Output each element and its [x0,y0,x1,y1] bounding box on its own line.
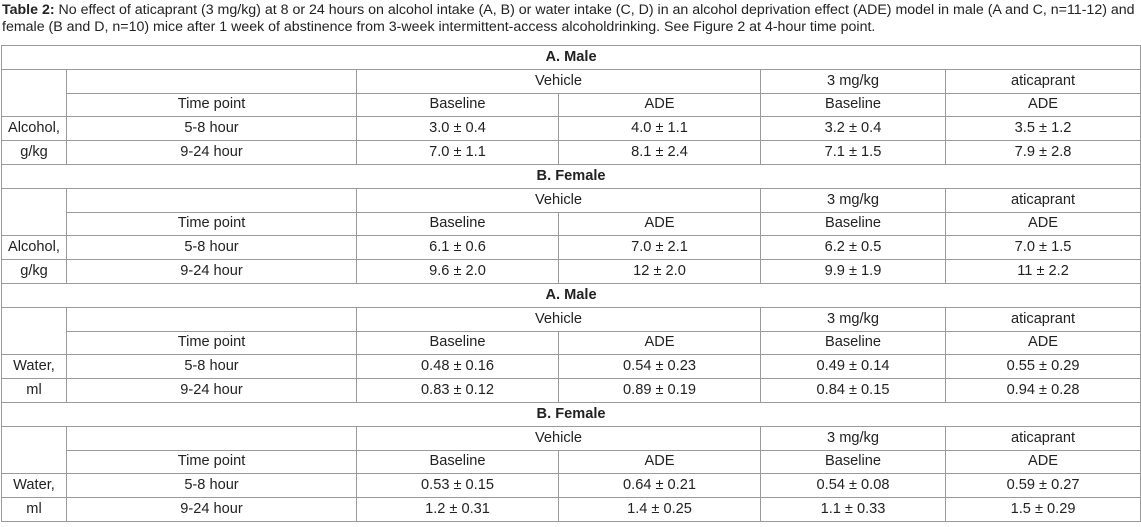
value-cell: 0.89 ± 0.19 [559,379,761,403]
measure-label: Alcohol, [2,117,67,141]
group-drug: aticaprant [946,188,1141,212]
value-cell: 1.4 ± 0.25 [559,498,761,522]
measure-label: Alcohol, [2,236,67,260]
header-row [2,212,1141,236]
caption-label: Table 2: [2,2,55,18]
value-cell: 0.48 ± 0.16 [357,355,559,379]
empty-cell [67,426,357,450]
table-row [2,236,1141,260]
table-row [2,141,1141,165]
measure-unit: ml [2,498,67,522]
section-title-row [2,402,1141,426]
value-cell: 1.5 ± 0.29 [946,498,1141,522]
header-baseline: Baseline [357,212,559,236]
time-point-cell: 9-24 hour [67,260,357,284]
empty-cell [67,69,357,93]
empty-cell [2,69,67,93]
time-point-cell: 5-8 hour [67,474,357,498]
header-row [2,93,1141,117]
value-cell: 0.54 ± 0.23 [559,355,761,379]
group-dose: 3 mg/kg [761,307,946,331]
header-baseline: Baseline [357,93,559,117]
value-cell: 7.0 ± 1.1 [357,141,559,165]
header-ade: ADE [946,450,1141,474]
empty-cell [2,307,67,331]
value-cell: 0.53 ± 0.15 [357,474,559,498]
header-time-point: Time point [67,450,357,474]
header-time-point: Time point [67,93,357,117]
group-drug: aticaprant [946,426,1141,450]
value-cell: 12 ± 2.0 [559,260,761,284]
group-row [2,188,1141,212]
table-row [2,498,1141,522]
empty-cell [2,331,67,355]
section-title-row [2,164,1141,188]
header-ade: ADE [559,93,761,117]
header-time-point: Time point [67,331,357,355]
group-row [2,69,1141,93]
measure-unit: g/kg [2,260,67,284]
group-drug: aticaprant [946,307,1141,331]
empty-cell [2,426,67,450]
value-cell: 3.5 ± 1.2 [946,117,1141,141]
value-cell: 4.0 ± 1.1 [559,117,761,141]
time-point-cell: 5-8 hour [67,236,357,260]
value-cell: 0.54 ± 0.08 [761,474,946,498]
empty-cell [2,450,67,474]
value-cell: 0.59 ± 0.27 [946,474,1141,498]
value-cell: 7.1 ± 1.5 [761,141,946,165]
value-cell: 0.94 ± 0.28 [946,379,1141,403]
value-cell: 0.83 ± 0.12 [357,379,559,403]
empty-cell [2,212,67,236]
empty-cell [2,188,67,212]
group-vehicle: Vehicle [357,188,761,212]
header-baseline: Baseline [761,212,946,236]
measure-label: Water, [2,355,67,379]
measure-unit: g/kg [2,141,67,165]
empty-cell [67,188,357,212]
section-title-row [2,283,1141,307]
header-ade: ADE [559,212,761,236]
group-vehicle: Vehicle [357,69,761,93]
group-row [2,307,1141,331]
header-baseline: Baseline [761,450,946,474]
value-cell: 6.2 ± 0.5 [761,236,946,260]
group-dose: 3 mg/kg [761,188,946,212]
header-ade: ADE [559,450,761,474]
value-cell: 0.49 ± 0.14 [761,355,946,379]
results-table [1,45,1141,522]
header-ade: ADE [946,212,1141,236]
section-title: B. Female [2,164,1141,188]
table-row [2,260,1141,284]
section-title-row [2,46,1141,70]
header-baseline: Baseline [761,331,946,355]
value-cell: 3.2 ± 0.4 [761,117,946,141]
value-cell: 11 ± 2.2 [946,260,1141,284]
header-time-point: Time point [67,212,357,236]
value-cell: 3.0 ± 0.4 [357,117,559,141]
table-caption [2,2,1139,36]
table-row [2,117,1141,141]
group-dose: 3 mg/kg [761,69,946,93]
section-title: A. Male [2,46,1141,70]
caption-text: No effect of aticaprant (3 mg/kg) at 8 or 24 hours on alcohol intake (A, B) or water intake (C, D) in an alcohol deprivation effect (ADE) model in male (A and C, n=11-12) and female (B and D, n=10) mice after 1 week of abstinence from 3-week intermittent-access alcoholdrinking. See Figure 2 at 4-hour time point. [2,2,1135,35]
group-vehicle: Vehicle [357,426,761,450]
group-vehicle: Vehicle [357,307,761,331]
empty-cell [2,93,67,117]
value-cell: 0.64 ± 0.21 [559,474,761,498]
time-point-cell: 9-24 hour [67,141,357,165]
time-point-cell: 9-24 hour [67,498,357,522]
value-cell: 0.84 ± 0.15 [761,379,946,403]
value-cell: 8.1 ± 2.4 [559,141,761,165]
group-dose: 3 mg/kg [761,426,946,450]
header-ade: ADE [559,331,761,355]
value-cell: 1.1 ± 0.33 [761,498,946,522]
value-cell: 7.0 ± 2.1 [559,236,761,260]
value-cell: 6.1 ± 0.6 [357,236,559,260]
time-point-cell: 5-8 hour [67,117,357,141]
table-row [2,379,1141,403]
header-row [2,331,1141,355]
value-cell: 9.9 ± 1.9 [761,260,946,284]
time-point-cell: 9-24 hour [67,379,357,403]
header-baseline: Baseline [357,450,559,474]
group-row [2,426,1141,450]
header-ade: ADE [946,93,1141,117]
measure-unit: ml [2,379,67,403]
section-title: A. Male [2,283,1141,307]
value-cell: 9.6 ± 2.0 [357,260,559,284]
header-row [2,450,1141,474]
value-cell: 0.55 ± 0.29 [946,355,1141,379]
header-baseline: Baseline [761,93,946,117]
header-baseline: Baseline [357,331,559,355]
group-drug: aticaprant [946,69,1141,93]
value-cell: 7.9 ± 2.8 [946,141,1141,165]
header-ade: ADE [946,331,1141,355]
measure-label: Water, [2,474,67,498]
table-row [2,474,1141,498]
time-point-cell: 5-8 hour [67,355,357,379]
empty-cell [67,307,357,331]
table-row [2,355,1141,379]
section-title: B. Female [2,402,1141,426]
value-cell: 7.0 ± 1.5 [946,236,1141,260]
value-cell: 1.2 ± 0.31 [357,498,559,522]
